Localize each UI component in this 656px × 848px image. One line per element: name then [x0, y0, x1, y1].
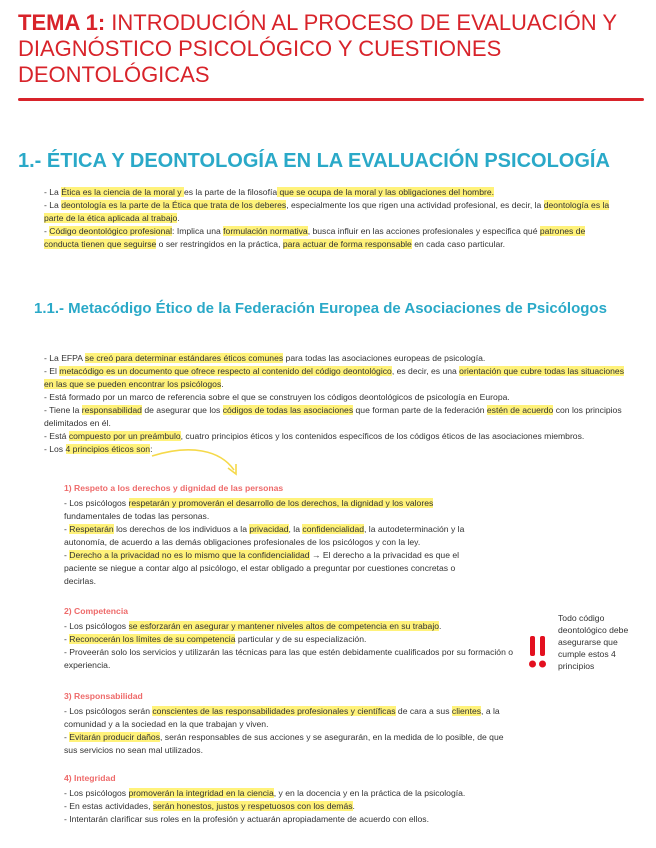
body-text: .: [439, 621, 442, 631]
body-text: - Los: [44, 444, 66, 454]
highlighted-text: 4 principios éticos son: [65, 444, 151, 454]
bullet-line: [44, 430, 630, 443]
body-text: - Los psicólogos serán: [64, 706, 153, 716]
highlighted-text: Ética es la ciencia de la moral y: [61, 187, 184, 197]
highlighted-text: se creó para determinar estándares éticos comunes: [84, 353, 284, 363]
sidenote: Todo código deontológico debe asegurarse que cumple estos 4 principios: [558, 613, 629, 671]
body-text: , serán responsables de sus acciones y se asegurarán, en la medida de lo posible, de que sus servicios no sean mal utilizados.: [64, 732, 504, 755]
body-text: : Implica una: [172, 226, 224, 236]
body-text: - La EFPA: [44, 353, 85, 363]
body-text: , cuatro principios éticos y los contenidos específicos de los códigos éticos de las asociaciones miembros.: [180, 431, 585, 441]
body-text: , es decir, es una: [391, 366, 460, 376]
body-text: , y en la docencia y en la práctica de la psicología.: [273, 788, 466, 798]
body-text: , busca influir en las acciones profesionales y especifica qué: [307, 226, 540, 236]
bullet-line: [44, 391, 630, 404]
highlighted-text: que se ocupa de la moral y las obligaciones del hombre.: [277, 187, 495, 197]
principle-2-title: 2) Competencia: [64, 606, 128, 616]
principle-1-body: [64, 497, 484, 588]
body-text: de cara a sus: [395, 706, 452, 716]
highlighted-text: Derecho a la privacidad no es lo mismo que la confidencialidad: [69, 550, 310, 560]
principle-1-title: 1) Respeto a los derechos y dignidad de las personas: [64, 483, 284, 493]
body-text: que forman parte de la federación: [353, 405, 487, 415]
highlighted-text: metacódigo es un documento que ofrece respecto al contenido del código deontológico: [59, 366, 392, 376]
body-text: -: [64, 732, 70, 742]
bullet-line: [64, 646, 514, 672]
bullet-line: [44, 199, 614, 225]
body-text: para todas las asociaciones europeas de psicología.: [283, 353, 486, 363]
highlighted-text: Código deontológico profesional: [49, 226, 173, 236]
highlighted-text: se esforzarán en asegurar y mantener niveles altos de competencia en su trabajo: [128, 621, 440, 631]
highlighted-text: para actuar de forma responsable: [282, 239, 412, 249]
page-title: [18, 10, 648, 88]
body-text: - La: [44, 187, 62, 197]
body-text: , la: [288, 524, 303, 534]
body-text: - Los psicólogos: [64, 498, 129, 508]
bullet-line: [64, 523, 484, 549]
body-text: -: [64, 524, 70, 534]
body-text: - Proveerán solo los servicios y utilizarán las técnicas para las que estén debidamente cualificados por su formación o experiencia.: [64, 647, 514, 670]
bullet-line: [64, 549, 484, 588]
highlighted-text: conscientes de las responsabilidades profesionales y científicas: [152, 706, 396, 716]
body-text: , especialmente los que rigen una actividad profesional, es decir, la: [286, 200, 544, 210]
body-text: - Está: [44, 431, 69, 441]
bullet-line: [64, 731, 504, 757]
highlighted-text: patrones de conducta tienen que seguirse: [44, 226, 586, 249]
highlighted-text: Respetarán: [69, 524, 114, 534]
principle-2-body: [64, 620, 514, 672]
highlighted-text: estén de acuerdo: [486, 405, 554, 415]
bullet-line: [64, 620, 514, 633]
section-heading-metacodigo: 1.1.- Metacódigo Ético de la Federación Europea de Asociaciones de Psicólogos: [34, 300, 607, 317]
bullet-line: [44, 443, 630, 456]
bullet-line: [64, 800, 524, 813]
body-text: , la autodeterminación y la autonomía, de acuerdo a las demás obligaciones profesionales de los psicólogos y con la ley.: [64, 524, 465, 547]
principle-4-body: [64, 787, 524, 826]
highlighted-text: privacidad: [249, 524, 289, 534]
body-text: .: [177, 213, 180, 223]
highlighted-text: deontología es la parte de la ética aplicada al trabajo: [44, 200, 610, 223]
body-text: -: [64, 550, 70, 560]
bullet-line: [44, 352, 630, 365]
bullet-line: [64, 787, 524, 800]
bullet-line: [44, 186, 614, 199]
highlighted-text: serán honestos, justos y respetuosos con los demás: [152, 801, 353, 811]
highlighted-text: formulación normativa: [223, 226, 308, 236]
section-etica-bullets: [44, 186, 614, 251]
body-text: los derechos de los individuos a la: [113, 524, 250, 534]
principle-3-title: 3) Responsabilidad: [64, 691, 143, 701]
body-text: , a la comunidad y a la sociedad en la que trabajan y viven.: [64, 706, 500, 729]
highlighted-text: deontología es la parte de la Ética que trata de los deberes: [61, 200, 287, 210]
highlighted-text: respetarán y promoverán el desarrollo de los derechos, la dignidad y los valores: [128, 498, 434, 508]
body-text: o ser restringidos en la práctica,: [156, 239, 283, 249]
curved-arrow-icon: [150, 448, 250, 478]
title-underline: [18, 98, 644, 101]
highlighted-text: compuesto por un preámbulo: [68, 431, 181, 441]
principle-4-title: 4) Integridad: [64, 773, 116, 783]
body-text: :: [150, 444, 153, 454]
bullet-line: [44, 225, 614, 251]
section-metacodigo-bullets: [44, 352, 630, 456]
highlighted-text: códigos de todas las asociaciones: [222, 405, 354, 415]
body-text: - Tiene la: [44, 405, 82, 415]
body-text: en cada caso particular.: [411, 239, 505, 249]
body-text: - La: [44, 200, 62, 210]
exclamation-icon: [528, 632, 552, 674]
principle-3-body: [64, 705, 504, 757]
body-text: .: [352, 801, 355, 811]
body-text: .: [221, 379, 224, 389]
body-text: - El: [44, 366, 60, 376]
highlighted-text: clientes: [451, 706, 482, 716]
section-heading-etica: 1.- ÉTICA Y DEONTOLOGÍA EN LA EVALUACIÓN PSICOLOGÍA: [18, 150, 610, 172]
highlighted-text: responsabilidad: [81, 405, 142, 415]
highlighted-text: Reconocerán los límites de su competencia: [69, 634, 236, 644]
body-text: - Intentarán clarificar sus roles en la profesión y actuarán apropiadamente de acuerdo con ellos.: [64, 814, 429, 824]
body-text: - Los psicólogos: [64, 788, 129, 798]
bullet-line: [44, 404, 630, 430]
highlighted-text: confidencialidad: [302, 524, 365, 534]
bullet-line: [64, 705, 504, 731]
body-text: de asegurar que los: [141, 405, 223, 415]
title-topic-number: TEMA 1:: [18, 10, 106, 35]
body-text: es la parte de la filosofía: [183, 187, 278, 197]
body-text: particular y de su especialización.: [235, 634, 367, 644]
body-text: con los principios delimitados en él.: [44, 405, 622, 428]
body-text: - Los psicólogos: [64, 621, 129, 631]
highlighted-text: orientación que cubre todas las situaciones en las que se pueden encontrar los psicólogos: [44, 366, 624, 389]
body-text: -: [44, 226, 50, 236]
bullet-line: [64, 813, 524, 826]
bullet-line: [64, 497, 484, 523]
highlighted-text: promoverán la integridad en la ciencia: [128, 788, 274, 798]
body-text: - En estas actividades,: [64, 801, 153, 811]
body-text: -: [64, 634, 70, 644]
body-text: - Está formado por un marco de referencia sobre el que se construyen los códigos deontológicos de psicología en Europa.: [44, 392, 510, 402]
highlighted-text: Evitarán producir daños: [69, 732, 161, 742]
title-topic-name: INTRODUCIÓN AL PROCESO DE EVALUACIÓN Y DIAGNÓSTICO PSICOLÓGICO Y CUESTIONES DEONTOLÓGICAS: [18, 10, 617, 87]
bullet-line: [44, 365, 630, 391]
bullet-line: [64, 633, 514, 646]
body-text: fundamentales de todas las personas.: [64, 511, 210, 521]
body-text: → El derecho a la privacidad es que el paciente se niegue a contar algo al psicólogo, el estar obligado a preguntar por cuestiones concretas o decirlas.: [64, 550, 460, 586]
